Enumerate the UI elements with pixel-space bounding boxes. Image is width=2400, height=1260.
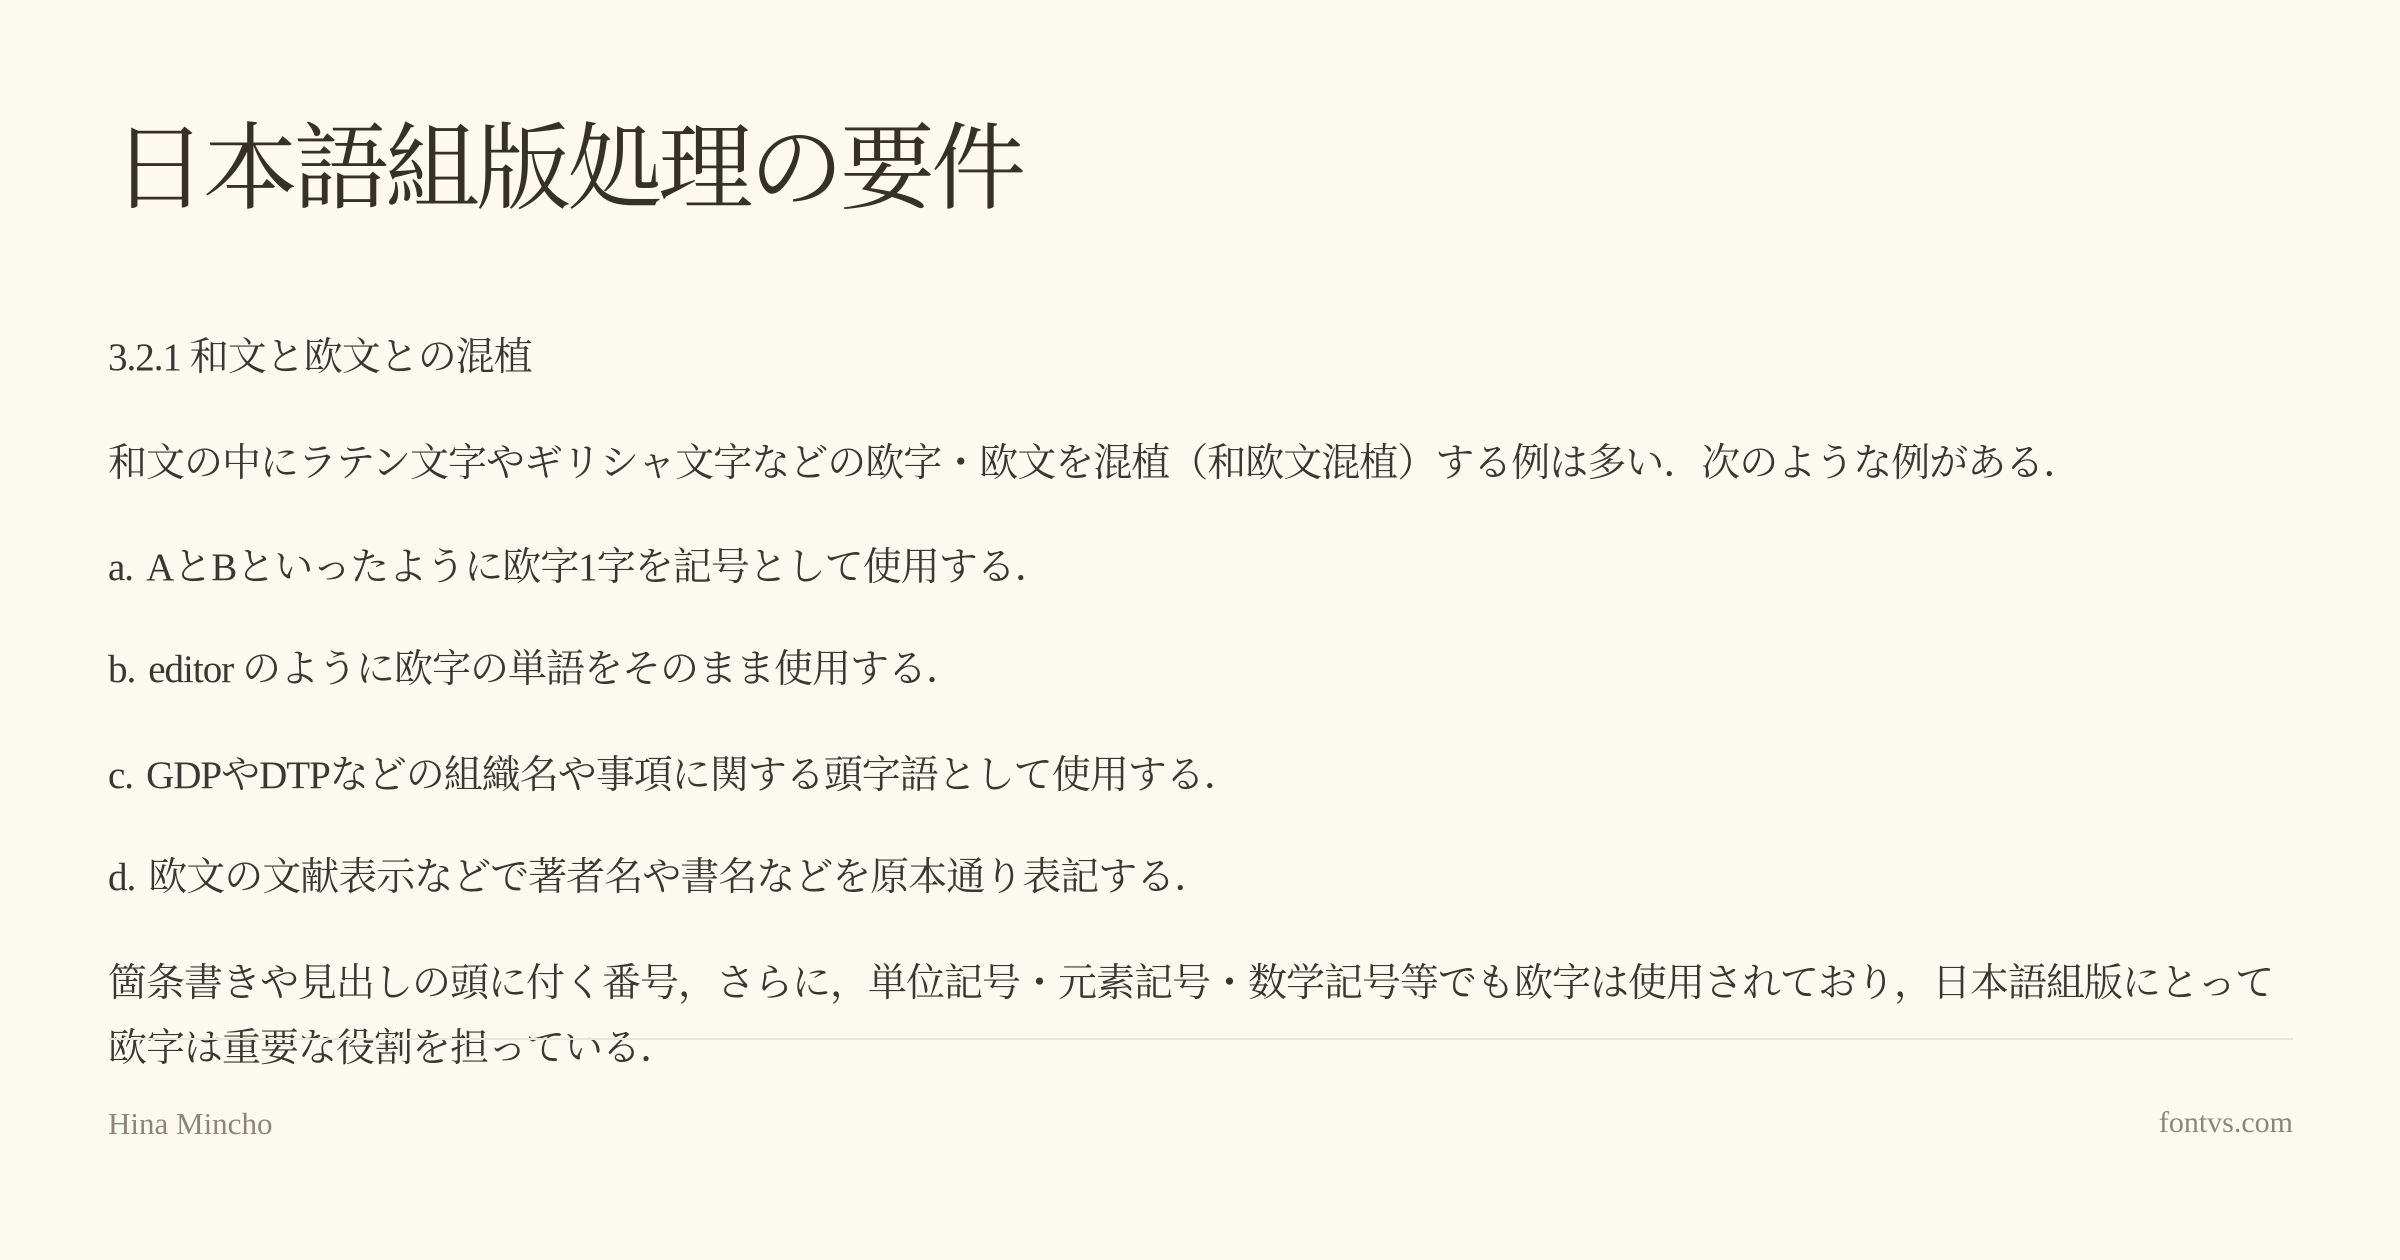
footer-font-name: Hina Mincho	[108, 1106, 273, 1141]
footer-site-name: fontvs.com	[2158, 1106, 2293, 1139]
closing-paragraph-line-2-clipped: 欧字は重要な役割を担っている．	[108, 1027, 679, 1070]
list-item-label: c.	[108, 754, 134, 797]
closing-paragraph-line-1: 箇条書きや見出しの頭に付く番号，さらに，単位記号・元素記号・数学記号等でも欧字は使用されており，日本語組版にとって	[108, 962, 2274, 1005]
list-item	[108, 756, 2293, 795]
list-item-text: AとBといったように欧字1字を記号として使用する．	[146, 546, 1053, 589]
specimen-title: 日本語組版処理の要件	[112, 116, 1023, 222]
specimen-text-area	[108, 0, 2293, 1070]
section-heading: 3.2.1 和文と欧文との混植	[108, 336, 532, 379]
list-item-text: editor のように欧字の単語をそのまま使用する．	[148, 648, 964, 691]
list-item-label: d.	[108, 856, 136, 899]
list-item	[108, 650, 2293, 689]
list-item-text: 欧文の文献表示などで著者名や書名などを原本通り表記する．	[148, 856, 1213, 899]
list-item-text: GDPやDTPなどの組織名や事項に関する頭字語として使用する．	[146, 754, 1242, 797]
intro-paragraph: 和文の中にラテン文字やギリシャ文字などの欧字・欧文を混植（和欧文混植）する例は多い．次のような例がある．	[108, 442, 2082, 485]
list-item	[108, 548, 2293, 587]
list-item-label: a.	[108, 546, 134, 589]
list-item-label: b.	[108, 648, 136, 691]
footer-divider	[108, 1038, 2293, 1040]
list-item	[108, 858, 2293, 897]
